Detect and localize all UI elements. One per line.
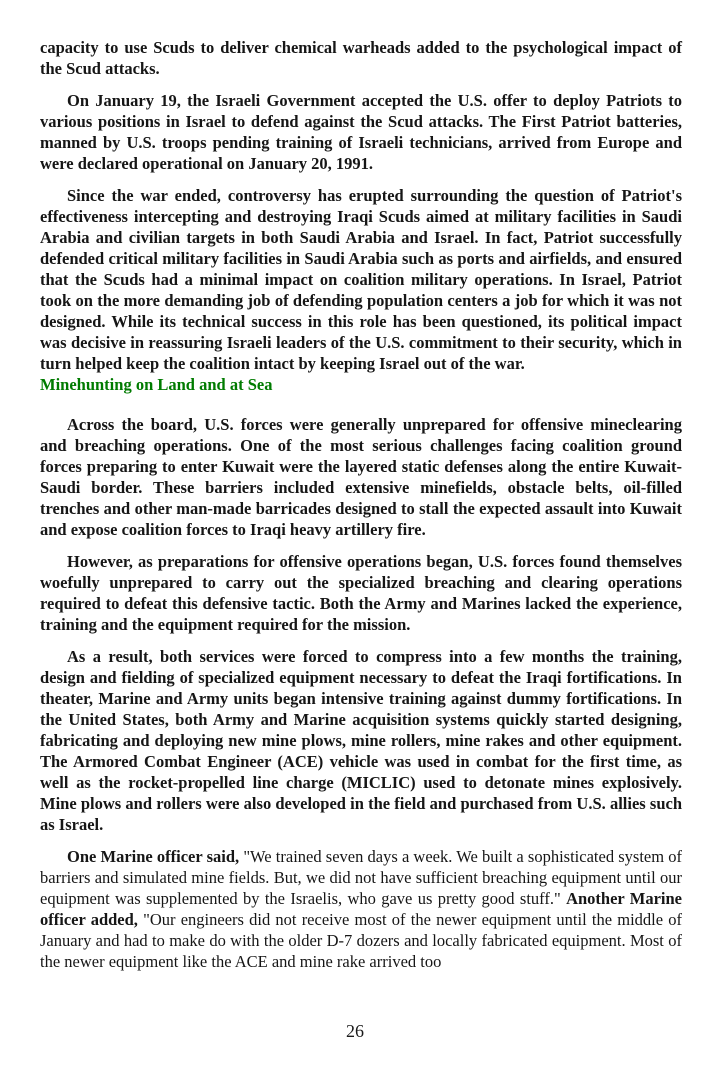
body-paragraph-continuation: capacity to use Scuds to deliver chemical warheads added to the psychological impact of the Scud attacks. <box>40 38 682 78</box>
body-paragraph: Across the board, U.S. forces were generally unprepared for offensive mineclearing and breaching operations. One of the most serious challenges facing coalition ground forces preparing to enter Kuwait were the layered static defenses along the entire Kuwait-Saudi border. These barriers included extensive minefields, obstacle belts, oil-filled trenches and other man-made barricades designed to stall the expected assault into Kuwait and expose coalition forces to Iraqi heavy artillery fire. <box>40 415 682 539</box>
section-heading: Minehunting on Land and at Sea <box>40 375 273 394</box>
body-paragraph: However, as preparations for offensive operations began, U.S. forces found themselves woefully unprepared to carry out the specialized breaching and clearing operations required to defeat this defensive tactic. Both the Army and Marines lacked the experience, training and the equipment required for the mission. <box>40 552 682 634</box>
quote-lead-in: Another Marine officer added, <box>40 889 683 929</box>
quote-text: "We trained seven days a week. We built a sophisticated system of barriers and simulated mine fields. But, we did not have sufficient breaching equipment until our equipment was supplemented by the Israelis, who gave us pretty good stuff." <box>40 847 682 908</box>
quote-text: "Our engineers did not receive most of the newer equipment until the middle of January and had to make do with the older D-7 dozers and locally fabricated equipment. Most of the newer equipment like the ACE and mine rake arrived too <box>40 910 682 971</box>
body-paragraph: Since the war ended, controversy has erupted surrounding the question of Patriot's effectiveness intercepting and destroying Iraqi Scuds aimed at military facilities in Saudi Arabia and civilian targets in both Saudi Arabia and Israel. In fact, Patriot successfully defended critical military facilities in Saudi Arabia such as ports and airfields, and ensured that the Scuds had a minimal impact on coalition military operations. In Israel, Patriot took on the more demanding job of defending population centers a job for which it was not designed. While its technical success in this role has been questioned, its political impact was decisive in reassuring Israeli leaders of the U.S. commitment to their security, which in turn helped keep the coalition intact by keeping Israel out of the war. <box>40 186 682 373</box>
page-number: 26 <box>346 1021 364 1041</box>
quote-lead-in: One Marine officer said, <box>67 847 244 866</box>
quote-paragraph <box>40 846 682 972</box>
body-paragraph: As a result, both services were forced to compress into a few months the training, design and fielding of specialized equipment necessary to defeat the Iraqi fortifications. In theater, Marine and Army units began intensive training against dummy fortifications. In the United States, both Army and Marine acquisition systems quickly started designing, fabricating and deploying new mine plows, mine rollers, mine rakes and other equipment. The Armored Combat Engineer (ACE) vehicle was used in combat for the first time, as well as the rocket-propelled line charge (MICLIC) used to detonate mines explosively. Mine plows and rollers were also developed in the field and purchased from U.S. allies such as Israel. <box>40 647 682 834</box>
body-paragraph: On January 19, the Israeli Government accepted the U.S. offer to deploy Patriots to various positions in Israel to defend against the Scud attacks. The First Patriot batteries, manned by U.S. troops pending training of Israeli technicians, arrived from Europe and were declared operational on January 20, 1991. <box>40 91 682 173</box>
